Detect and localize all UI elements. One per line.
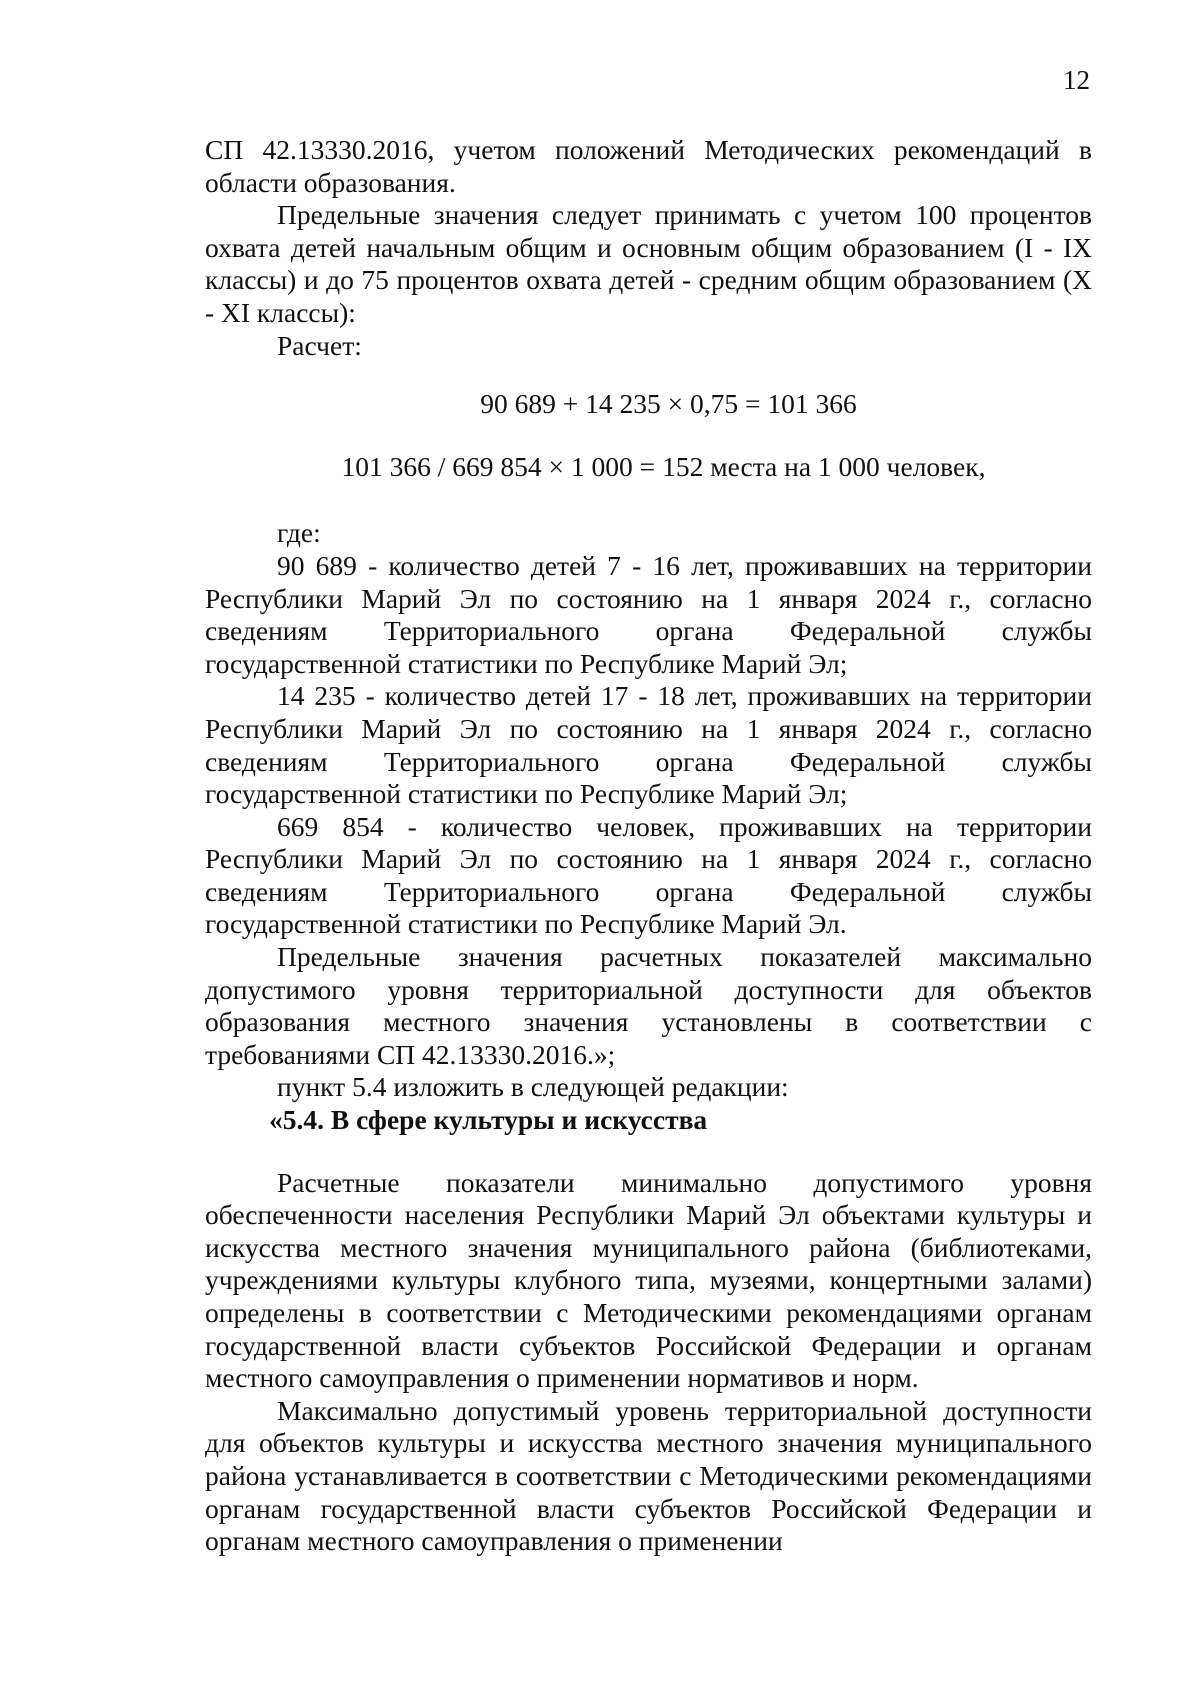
section-heading-culture: «5.4. В сфере культуры и искусства [269,1104,708,1136]
paragraph-definition-3: 669 854 - количество человек, проживавших на территории Республики Марий Эл по состоянию на 1 января 2024 г., согласно сведениям Территориального органа Федеральной службы государственной статистики по Республике Марий Эл. [205,810,1092,940]
paragraph-continuation: СП 42.13330.2016, учетом положений Методических рекомендаций в области образования. [205,134,1092,198]
paragraph-where: где: [277,517,321,549]
paragraph-culture-access: Максимально допустимый уровень территориальной доступности для объектов культуры и искусства местного значения муниципального района устанавливается в соответствии с Методическими рекомендациями органам государственной власти субъектов Российской Федерации и органам местного самоуправления о применении [205,1394,1092,1557]
paragraph-culture-indicators: Расчетные показатели минимально допустимого уровня обеспеченности населения Республики Марий Эл объектами культуры и искусства местного значения муниципального района (библиотеками, учреждениями культуры клубного типа, музеями, концертными залами) определены в соответствии с Методическими рекомендациями органам государственной власти субъектов Российской Федерации и органам местного самоуправления о применении нормативов и норм. [205,1166,1092,1394]
paragraph-calc-label: Расчет: [277,329,362,361]
page-number: 12 [1063,65,1090,95]
document-body [205,134,1092,1558]
paragraph-item-5-4: пункт 5.4 изложить в следующей редакции: [277,1071,789,1103]
paragraph-definition-2: 14 235 - количество детей 17 - 18 лет, проживавших на территории Республики Марий Эл по состоянию на 1 января 2024 г., согласно сведениям Территориального органа Федеральной службы государственной статистики по Республике Марий Эл; [205,680,1092,810]
formula-2: 101 366 / 669 854 × 1 000 = 152 места на 1 000 человек, [341,450,986,482]
paragraph-definition-1: 90 689 - количество детей 7 - 16 лет, проживавших на территории Республики Марий Эл по состоянию на 1 января 2024 г., согласно сведениям Территориального органа Федеральной службы государственной статистики по Республике Марий Эл; [205,549,1092,679]
formula-1: 90 689 + 14 235 × 0,75 = 101 366 [480,388,857,420]
paragraph-max-access: Предельные значения расчетных показателей максимально допустимого уровня территориальной доступности для объектов образования местного значения установлены в соответствии с требованиями СП 42.13330.2016.»; [205,941,1092,1070]
paragraph-limits: Предельные значения следует принимать с учетом 100 процентов охвата детей начальным общим и основным общим образованием (I - IX классы) и до 75 процентов охвата детей - средним общим образованием (X - XI классы): [205,199,1092,328]
